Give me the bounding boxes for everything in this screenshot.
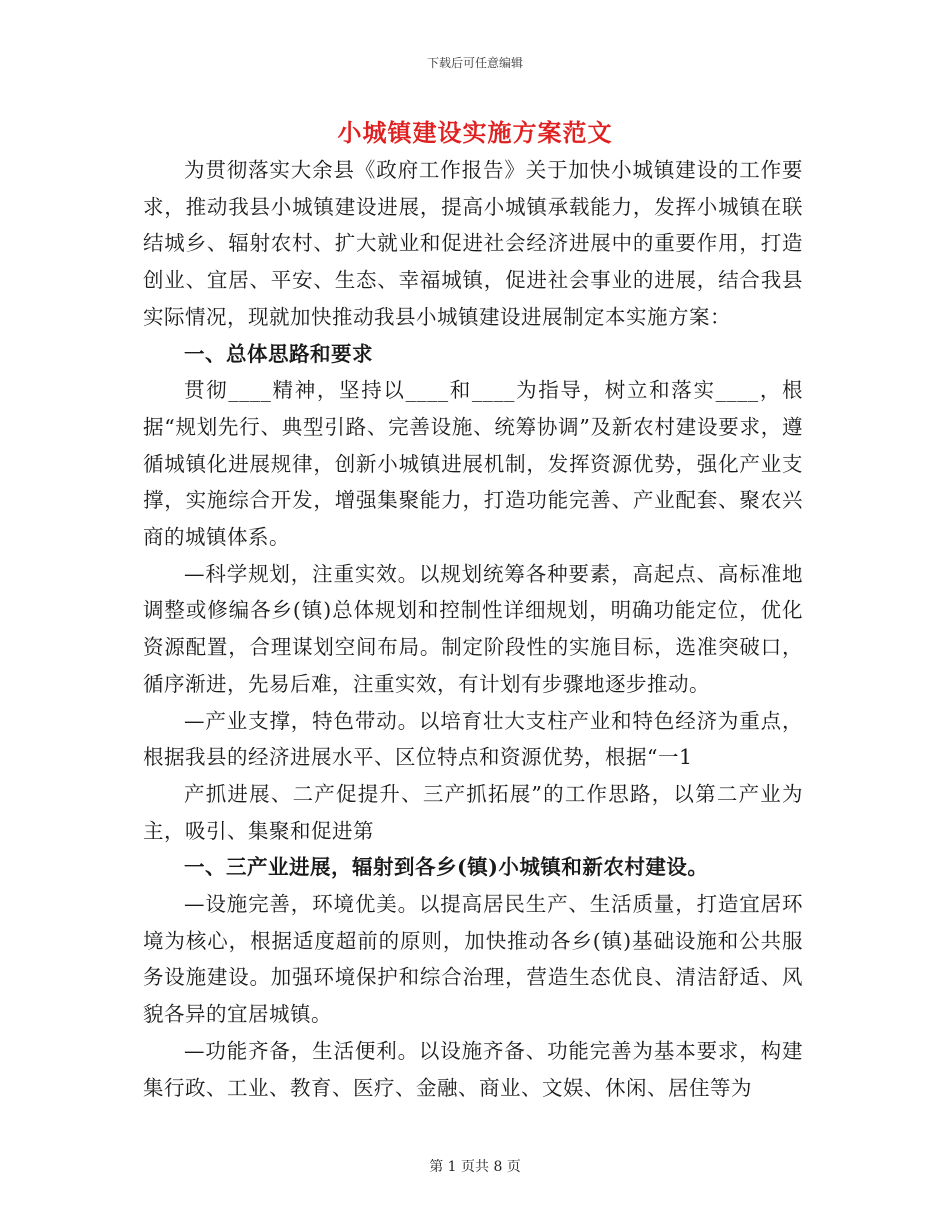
section-heading: 一、总体思路和要求 bbox=[184, 341, 373, 366]
section-heading: 一、三产业进展，辐射到各乡(镇)小城镇和新农村建设。 bbox=[184, 855, 709, 880]
body-paragraph: —设施完善，环境优美。以提高居民生产、生活质量，打造宜居环境为核心，根据适度超前的原则，加快推动各乡(镇)基础设施和公共服务设施建设。加强环境保护和综合治理，营造生态优良、清洁舒适、风貌各异的宜居城镇。 bbox=[143, 892, 803, 1027]
intro-paragraph: 为贯彻落实大余县《政府工作报告》关于加快小城镇建设的工作要求，推动我县小城镇建设进展，提高小城镇承载能力，发挥小城镇在联结城乡、辐射农村、扩大就业和促进社会经济进展中的重要作用，打造创业、宜居、平安、生态、幸福城镇，促进社会事业的进展，结合我县实际情况，现就加快推动我县小城镇建设进展制定本实施方案： bbox=[143, 158, 803, 329]
body-paragraph: 贯彻____精神，坚持以____和____为指导，树立和落实____，根据“规划先行、典型引路、完善设施、统筹协调”及新农村建设要求，遵循城镇化进展规律，创新小城镇进展机制，发挥资源优势，强化产业支撑，实施综合开发，增强集聚能力，打造功能完善、产业配套、聚农兴商的城镇体系。 bbox=[143, 378, 803, 550]
body-paragraph: —科学规划，注重实效。以规划统筹各种要素，高起点、高标准地调整或修编各乡(镇)总体规划和控制性详细规划，明确功能定位，优化资源配置，合理谋划空间布局。制定阶段性的实施目标，选准突破口，循序渐进，先易后难，注重实效，有计划有步骤地逐步推动。 bbox=[143, 561, 803, 696]
page-footer: 第 1 页共 8 页 bbox=[429, 1159, 521, 1175]
body-paragraph: —功能齐备，生活便利。以设施齐备、功能完善为基本要求，构建集行政、工业、教育、医疗、金融、商业、文娱、休闲、居住等为 bbox=[143, 1038, 803, 1100]
body-paragraph: —产业支撑，特色带动。以培育壮大支柱产业和特色经济为重点，根据我县的经济进展水平、区位特点和资源优势，根据“一1 bbox=[143, 708, 803, 770]
document-title: 小城镇建设实施方案范文 bbox=[337, 118, 613, 147]
document-body bbox=[143, 152, 803, 1106]
page-header: 下载后可任意编辑 bbox=[426, 56, 523, 70]
body-paragraph: 产抓进展、二产促提升、三产抓拓展”的工作思路，以第二产业为主，吸引、集聚和促进第 bbox=[143, 781, 803, 843]
